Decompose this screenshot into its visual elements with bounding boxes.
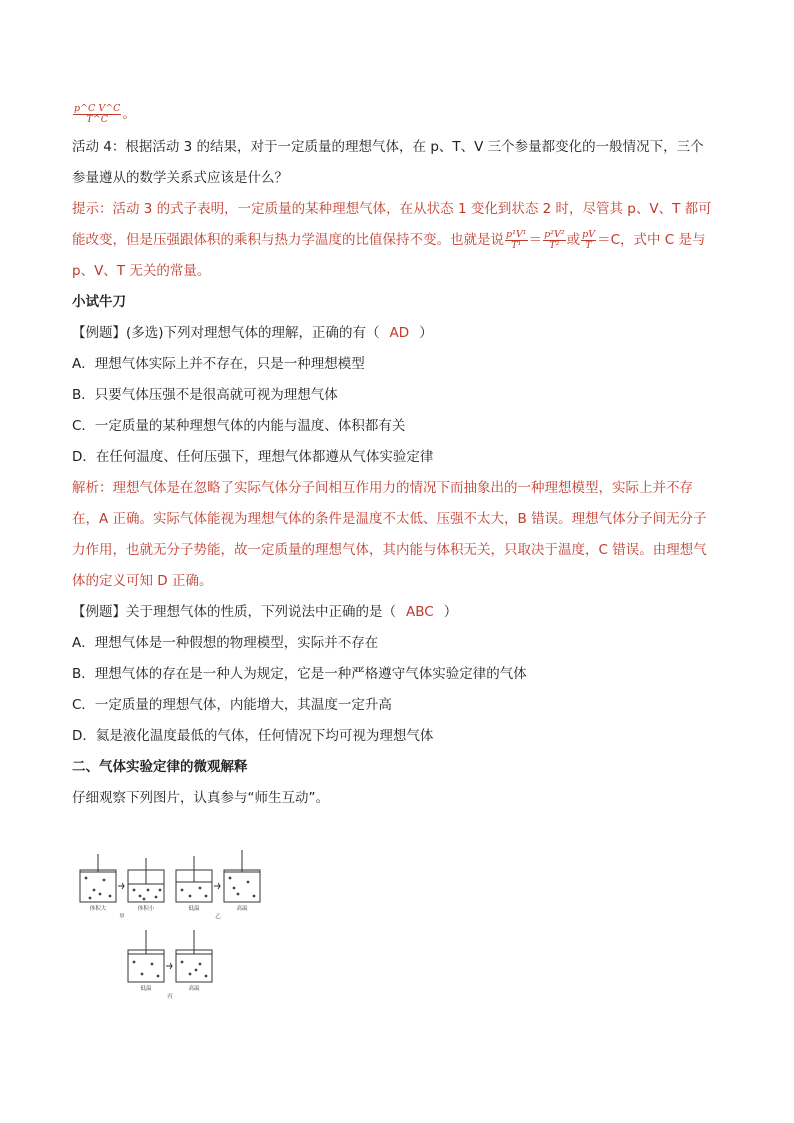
example1-analysis-3: 力作用，也就无分子势能，故一定质量的理想气体，其内能与体积无关，只取决于温度，C 错误。由理想气 [72,542,707,558]
example2-option-a: A．理想气体是一种假想的物理模型，实际并不存在 [72,635,379,651]
hint-line1: 提示：活动 3 的式子表明，一定质量的某种理想气体，在从状态 1 变化到状态 2 时，尽管其 p、V、T 都可 [72,201,712,217]
group-label-jia: 甲 [119,914,125,920]
fraction-state1: $\frac{\text{p¹V¹}}{\text{T¹}}$ [506,228,527,251]
example1-analysis-4: 体的定义可知 D 正确。 [72,573,213,589]
section2-heading: 二、气体实验定律的微观解释 [72,759,248,775]
example1-option-d: D．在任何温度、任何压强下，理想气体都遵从气体实验定律 [72,449,434,465]
gas-piston-figure [78,850,278,1010]
label-high-temp: 高温 [236,906,248,912]
activity4-line2: 参量遵从的数学关系式应该是什么？ [72,170,288,186]
example2-option-b: B．理想气体的存在是一种人为规定，它是一种严格遵守气体实验定律的气体 [72,666,527,682]
label-low-temp: 低温 [188,906,200,912]
label-small-volume: 体积小 [137,906,155,912]
group-label-bing: 丙 [167,994,173,1000]
formula-fraction: $\frac{\text{p\textasciicircum{}C V\textasciicircum{}C}}{T\^{}C}$ [74,102,121,125]
example1-analysis-1: 解析：理想气体是在忽略了实际气体分子间相互作用力的情况下而抽象出的一种理想模型，实际上并不存 [72,480,693,496]
example1-option-a: A．理想气体实际上并不存在，只是一种理想模型 [72,356,365,372]
piston-diagram [78,850,278,1010]
observe-instruction: 仔细观察下列图片，认真参与“师生互动”。 [72,790,329,806]
label-high-temp-2: 高温 [188,986,200,992]
example1-stem: 【例题】(多选)下列对理想气体的理解，正确的有（ AD ） [72,325,433,341]
hint-line3: p、V、T 无关的常量。 [72,263,211,279]
example1-analysis-2: 在，A 正确。实际气体能视为理想气体的条件是温度不太低、压强不太大，B 错误。理想气体分子间无分子 [72,511,707,527]
example1-option-b: B．只要气体压强不是很高就可视为理想气体 [72,387,338,403]
gas-molecules [85,877,256,978]
example2-answer: ABC [406,604,434,620]
example1-answer: AD [389,325,410,341]
label-low-temp-2: 低温 [140,986,152,992]
document-body [72,96,722,814]
example2-option-c: C．一定质量的理想气体，内能增大，其温度一定升高 [72,697,392,713]
example2-stem: 【例题】关于理想气体的性质，下列说法中正确的是（ ABC ） [72,604,458,620]
example1-option-c: C．一定质量的某种理想气体的内能与温度、体积都有关 [72,418,406,434]
activity4-line1: 活动 4：根据活动 3 的结果，对于一定质量的理想气体，在 p、T、V 三个参量都变化的一般情况下，三个 [72,139,704,155]
hint-line2: 能改变，但是压强跟体积的乘积与热力学温度的比值保持不变。也就是说 $\frac{\text{p¹V¹}}{\text{T¹}}$ ＝ $\frac{\text{p²V²}}{\text{T²}}$ 或 $\frac{pV}{T}$ ＝C，式中 C 是与 [72,228,706,251]
group-label-yi: 乙 [215,914,221,920]
fraction-state2: $\frac{\text{p²V²}}{\text{T²}}$ [544,228,565,251]
example2-option-d: D．氦是液化温度最低的气体，任何情况下均可视为理想气体 [72,728,434,744]
fraction-general: $\frac{pV}{T}$ [582,228,596,251]
label-large-volume: 体积大 [89,906,107,912]
section-small-heading: 小试牛刀 [72,294,126,310]
top-formula: $\frac{\text{p\textasciicircum{}C V\textasciicircum{}C}}{T\^{}C}$ 。 [74,102,136,125]
